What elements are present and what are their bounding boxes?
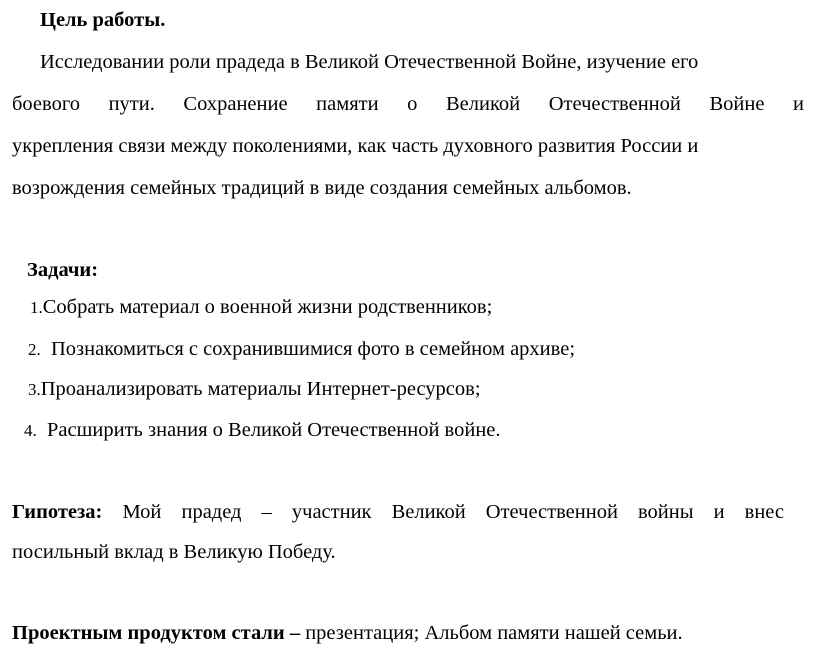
task-number: 1. xyxy=(30,298,43,317)
task-text: Расширить знания о Великой Отечественной войне. xyxy=(47,419,501,441)
goal-line-4: возрождения семейных традиций в виде создания семейных альбомов. xyxy=(12,177,632,199)
product-text: презентация; Альбом памяти нашей семьи. xyxy=(305,622,683,644)
task-item-4 xyxy=(24,418,501,443)
hypothesis-line-2: посильный вклад в Великую Победу. xyxy=(12,541,336,563)
task-text: Познакомиться с сохранившимися фото в семейном архиве; xyxy=(51,338,576,360)
task-number: 2. xyxy=(28,340,41,359)
hypothesis-line-1 xyxy=(12,500,784,524)
task-item-2 xyxy=(28,337,575,362)
tasks-heading: Задачи: xyxy=(27,259,99,281)
goal-heading: Цель работы. xyxy=(40,9,166,31)
product-line xyxy=(12,621,683,645)
hypothesis-label: Гипотеза: xyxy=(12,501,103,523)
task-item-3 xyxy=(28,377,481,402)
goal-line-3: укрепления связи между поколениями, как часть духовного развития России и xyxy=(12,135,699,157)
task-text: Собрать материал о военной жизни родственников; xyxy=(42,296,493,318)
task-item-1 xyxy=(30,295,492,320)
goal-line-2: боевого пути. Сохранение памяти о Великой Отечественной Войне и xyxy=(12,93,804,115)
goal-line-1: Исследовании роли прадеда в Великой Отечественной Войне, изучение его xyxy=(40,51,699,73)
task-text: Проанализировать материалы Интернет-ресурсов; xyxy=(40,378,481,400)
product-label: Проектным продуктом стали – xyxy=(12,622,301,644)
hypothesis-text: Мой прадед – участник Великой Отечественной войны и внес xyxy=(122,501,785,523)
task-number: 3. xyxy=(28,380,41,399)
task-number: 4. xyxy=(24,421,37,440)
